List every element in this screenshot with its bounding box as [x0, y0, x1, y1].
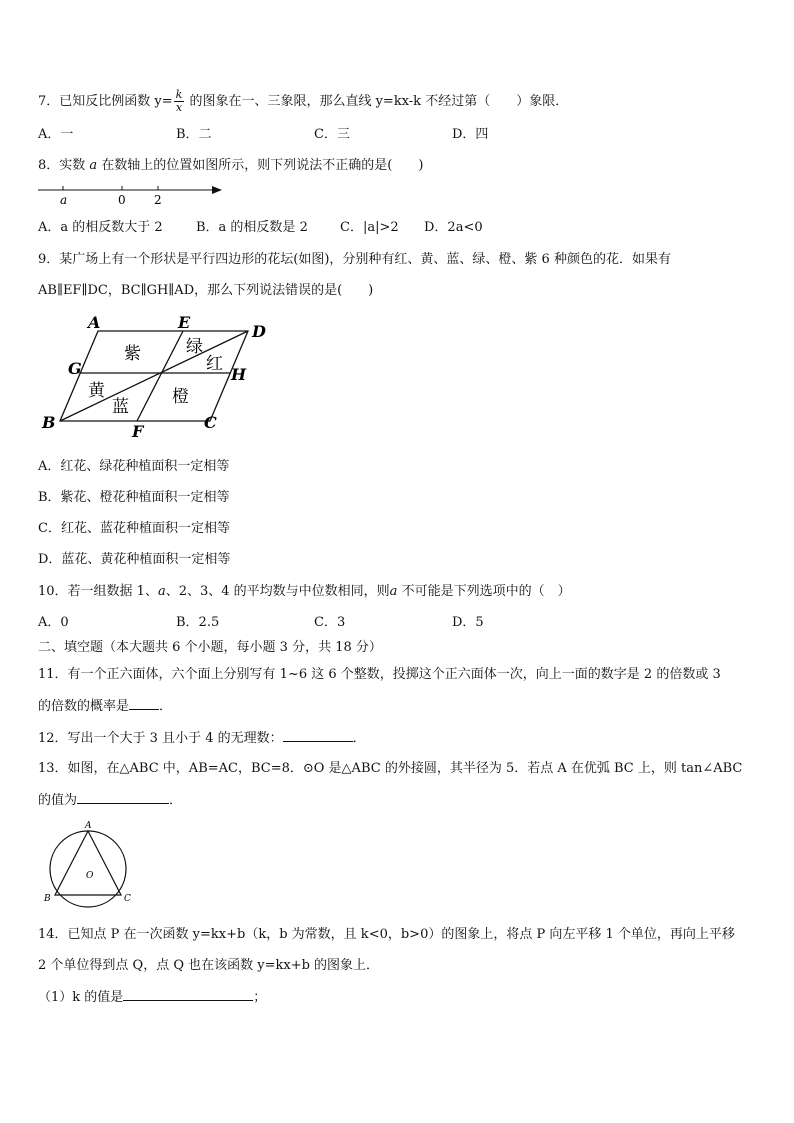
q9-option-c: C．红花、蓝花种植面积一定相等: [38, 521, 230, 536]
q12-stem: 12．写出一个大于 3 且小于 4 的无理数： ．: [38, 731, 366, 746]
q8-number-line: [30, 180, 230, 210]
q9-option-d: D．蓝花、黄花种植面积一定相等: [38, 552, 231, 567]
q9-vertex-g: G: [68, 359, 82, 378]
q14-stem-line1: 14．已知点 P 在一次函数 y=kx+b（k，b 为常数，且 k<0，b>0）的图象上，将点 P 向左平移 1 个单位，再向上平移: [38, 927, 735, 942]
q13-label-o: O: [86, 871, 94, 881]
q10-option-d: D．5: [452, 615, 484, 630]
q9-region-purple: 紫: [124, 344, 141, 364]
q7-stem: 7．已知反比例函数 y= $\frac{k}{x}$ 的图象在一、三象限，那么直线 y=kx-k 不经过第（ ）象限．: [38, 88, 569, 114]
q10-option-c: C．3: [314, 615, 346, 630]
q9-vertex-c: C: [204, 413, 217, 432]
q11-stem-line1: 11．有一个正六面体，六个面上分别写有 1~6 这 6 个整数，投掷这个正六面体一次，向上一面的数字是 2 的倍数或 3: [38, 667, 721, 682]
section-2-title: 二、填空题（本大题共 6 个小题，每小题 3 分，共 18 分）: [38, 640, 382, 655]
q9-vertex-h: H: [231, 365, 247, 384]
q11-answer-blank: [129, 697, 159, 710]
q13-stem-line2: 的值为 ．: [38, 793, 183, 808]
q9-parallelogram-figure: [36, 312, 286, 442]
q9-region-orange: 橙: [172, 387, 189, 407]
q9-vertex-f: F: [132, 422, 144, 441]
q14-sub1: （1）k 的值是 ；: [38, 990, 267, 1005]
q13-label-a: A: [85, 821, 92, 831]
q8-option-b: B．a 的相反数是 2: [196, 220, 308, 235]
q9-stem-line2: AB∥EF∥DC，BC∥GH∥AD，那么下列说法错误的是( ): [38, 283, 374, 298]
q9-vertex-e: E: [178, 313, 191, 332]
q12-answer-blank: [283, 729, 353, 742]
q7-option-a: A．一: [38, 127, 74, 142]
q9-option-b: B．紫花、橙花种植面积一定相等: [38, 490, 230, 505]
q10-stem: 10．若一组数据 1、a、2、3、4 的平均数与中位数相同，则a 不可能是下列选项中的（ ）: [38, 584, 571, 599]
q13-label-b: B: [44, 894, 51, 904]
q10-option-a: A．0: [38, 615, 69, 630]
q13-answer-blank: [77, 791, 169, 804]
q9-stem-line1: 9．某广场上有一个形状是平行四边形的花坛(如图)，分别种有红、黄、蓝、绿、橙、紫 6 种颜色的花．如果有: [38, 252, 671, 267]
q8-option-a: A．a 的相反数大于 2: [38, 220, 163, 235]
q8-tick-2: 2: [154, 193, 162, 207]
q9-region-blue: 蓝: [112, 397, 129, 417]
q8-tick-0: 0: [118, 193, 126, 207]
q11-stem-line2: 的倍数的概率是 ．: [38, 699, 173, 714]
q13-stem-line1: 13．如图，在△ABC 中，AB=AC，BC=8．⊙O 是△ABC 的外接圆，其半径为 5．若点 A 在优弧 BC 上，则 tan∠ABC: [38, 761, 743, 776]
q8-point-label: a: [60, 193, 68, 207]
q9-region-red: 红: [206, 354, 223, 374]
q14-stem-line2: 2 个单位得到点 Q，点 Q 也在该函数 y=kx+b 的图象上．: [38, 958, 380, 973]
q13-circle-figure: [38, 818, 138, 910]
q7-option-b: B．二: [176, 127, 212, 142]
q9-option-a: A．红花、绿花种植面积一定相等: [38, 459, 230, 474]
q9-vertex-b: B: [42, 413, 56, 432]
q9-vertex-d: D: [252, 322, 266, 341]
q7-option-c: C．三: [314, 127, 350, 142]
q9-vertex-a: A: [88, 313, 101, 332]
q13-label-c: C: [124, 894, 131, 904]
q10-option-b: B．2.5: [176, 615, 220, 630]
q9-region-green: 绿: [186, 337, 203, 357]
q8-stem: 8．实数 a 在数轴上的位置如图所示，则下列说法不正确的是( ): [38, 158, 424, 173]
q8-option-c: C．|a|>2: [340, 220, 399, 235]
q7-option-d: D．四: [452, 127, 489, 142]
q14-sub1-answer-blank: [123, 988, 253, 1001]
q9-region-yellow: 黄: [88, 381, 105, 401]
q7-fraction: $\frac{k}{x}$: [175, 88, 183, 114]
q8-option-d: D．2a<0: [424, 220, 483, 235]
